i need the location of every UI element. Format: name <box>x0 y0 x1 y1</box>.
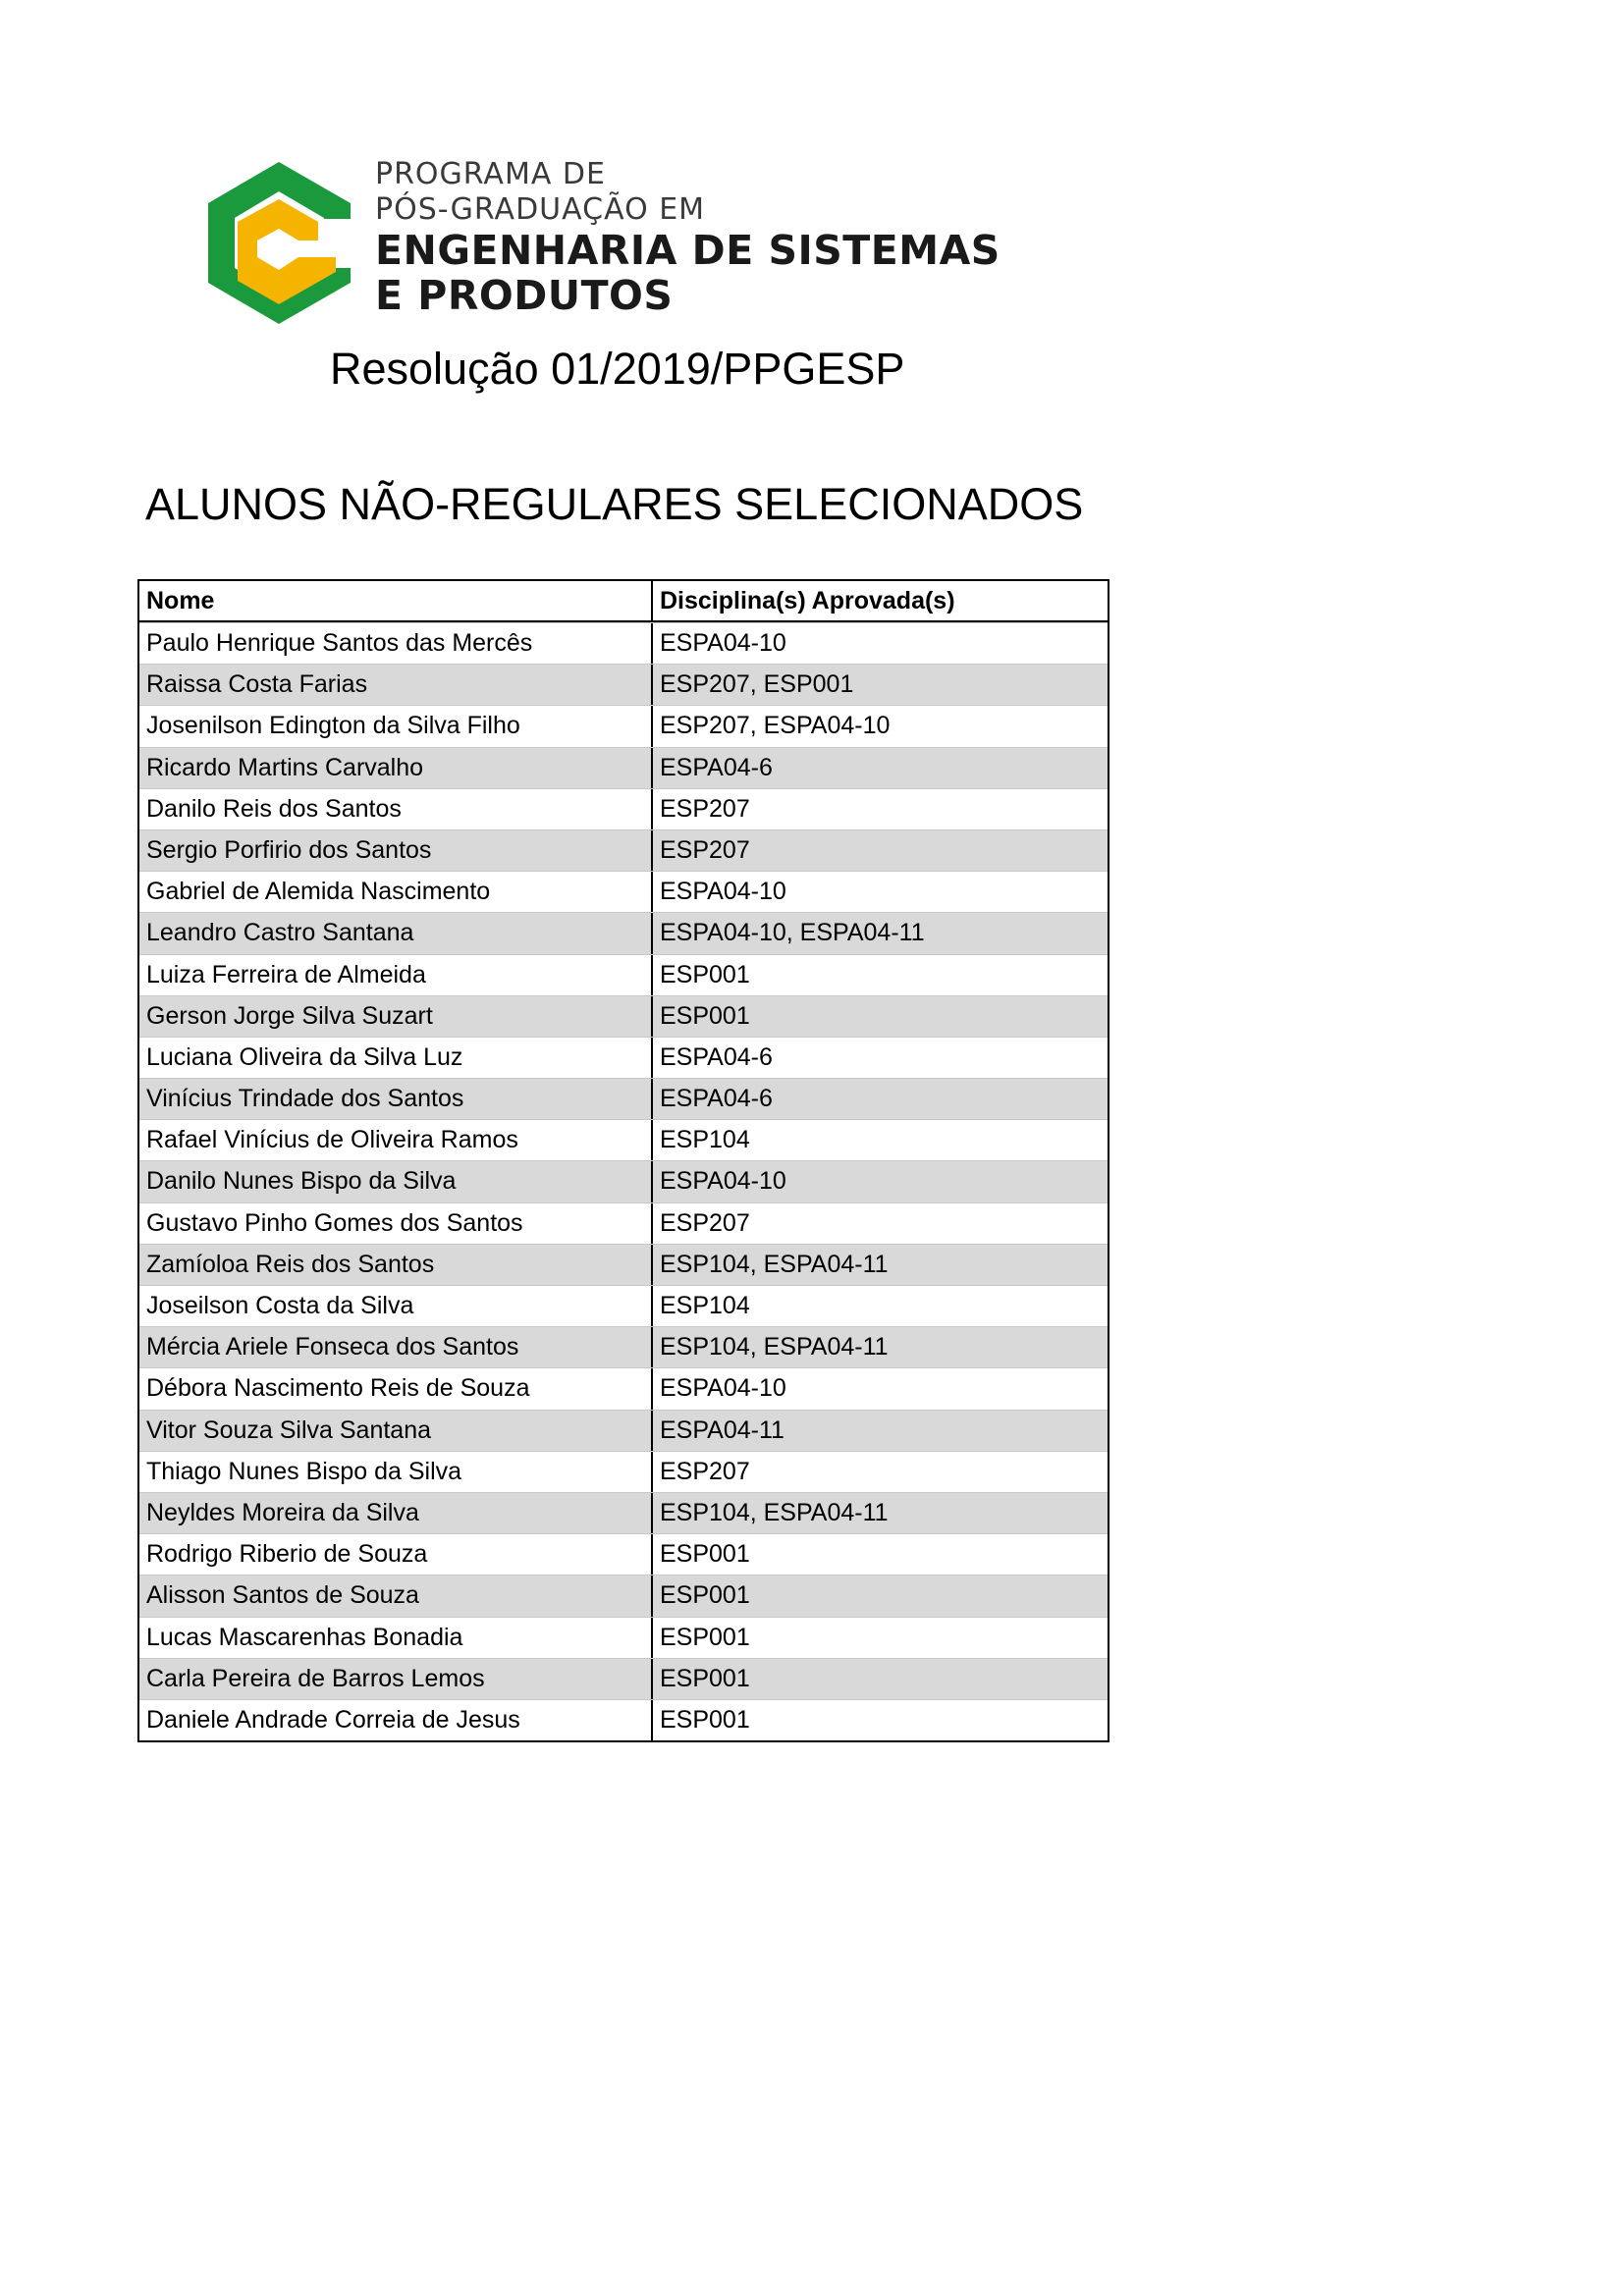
table-row <box>139 1658 1108 1699</box>
table-row <box>139 1699 1108 1740</box>
student-name-cell: Neyldes Moreira da Silva <box>139 1493 653 1533</box>
student-name-cell: Sergio Porfirio dos Santos <box>139 830 653 871</box>
logo-line-4: E PRODUTOS <box>375 272 674 319</box>
student-name-cell: Lucas Mascarenhas Bonadia <box>139 1618 653 1658</box>
student-name-cell: Vitor Souza Silva Santana <box>139 1411 653 1451</box>
table-row <box>139 1451 1108 1492</box>
logo-line-1: PROGRAMA DE <box>375 157 606 191</box>
student-name-cell: Gerson Jorge Silva Suzart <box>139 996 653 1037</box>
student-name-cell: Alisson Santos de Souza <box>139 1575 653 1616</box>
table-row <box>139 705 1108 746</box>
student-name-cell: Vinícius Trindade dos Santos <box>139 1079 653 1119</box>
table-row <box>139 747 1108 788</box>
table-row <box>139 871 1108 912</box>
disciplines-cell: ESP104, ESPA04-11 <box>660 1333 889 1362</box>
logo-line-3: ENGENHARIA DE SISTEMAS <box>375 227 1001 274</box>
student-name-cell: Débora Nascimento Reis de Souza <box>139 1368 653 1409</box>
table-row <box>139 622 1108 664</box>
student-name-cell: Carla Pereira de Barros Lemos <box>139 1659 653 1699</box>
disciplines-cell: ESP207, ESP001 <box>660 670 854 699</box>
student-name-cell: Leandro Castro Santana <box>139 913 653 953</box>
disciplines-cell: ESP001 <box>660 960 750 988</box>
disciplines-cell: ESP104 <box>660 1126 750 1154</box>
table-row <box>139 954 1108 995</box>
table-row <box>139 1202 1108 1244</box>
student-name-cell: Raissa Costa Farias <box>139 665 653 705</box>
table-row <box>139 1410 1108 1451</box>
table-row <box>139 1533 1108 1575</box>
disciplines-cell: ESPA04-10 <box>660 878 786 906</box>
disciplines-cell: ESP001 <box>660 1705 750 1734</box>
disciplines-cell: ESP207, ESPA04-10 <box>660 712 891 740</box>
disciplines-cell: ESPA04-10 <box>660 629 786 657</box>
student-name-cell: Josenilson Edington da Silva Filho <box>139 706 653 746</box>
table-row <box>139 1617 1108 1658</box>
disciplines-cell: ESP207 <box>660 794 750 823</box>
table-row <box>139 912 1108 953</box>
table-row <box>139 788 1108 829</box>
student-name-cell: Danilo Reis dos Santos <box>139 789 653 829</box>
table-row <box>139 1160 1108 1201</box>
disciplines-cell: ESP207 <box>660 1208 750 1237</box>
student-name-cell: Gabriel de Alemida Nascimento <box>139 872 653 912</box>
table-row <box>139 1119 1108 1160</box>
disciplines-cell: ESP001 <box>660 1623 750 1651</box>
table-header-row <box>139 581 1108 622</box>
table-row <box>139 664 1108 705</box>
disciplines-cell: ESP001 <box>660 1540 750 1569</box>
disciplines-cell: ESPA04-6 <box>660 753 773 781</box>
table-row <box>139 1078 1108 1119</box>
disciplines-cell: ESP207 <box>660 835 750 864</box>
student-name-cell: Joseilson Costa da Silva <box>139 1286 653 1326</box>
logo-line-2: PÓS-GRADUAÇÃO EM <box>375 192 706 227</box>
table-row <box>139 995 1108 1037</box>
ppgesp-logo-mark-icon <box>208 162 351 324</box>
table-row <box>139 1037 1108 1078</box>
student-name-cell: Paulo Henrique Santos das Mercês <box>139 623 653 664</box>
disciplines-cell: ESPA04-10 <box>660 1167 786 1196</box>
disciplines-cell: ESP104, ESPA04-11 <box>660 1250 889 1278</box>
table-row <box>139 829 1108 871</box>
disciplines-cell: ESPA04-6 <box>660 1042 773 1071</box>
disciplines-cell: ESPA04-6 <box>660 1085 773 1113</box>
student-name-cell: Zamíoloa Reis dos Santos <box>139 1245 653 1285</box>
student-name-cell: Luiza Ferreira de Almeida <box>139 955 653 995</box>
table-row <box>139 1244 1108 1285</box>
student-name-cell: Rodrigo Riberio de Souza <box>139 1534 653 1575</box>
header-name: Nome <box>139 581 653 620</box>
table-row <box>139 1326 1108 1367</box>
disciplines-cell: ESPA04-10, ESPA04-11 <box>660 919 925 947</box>
disciplines-cell: ESPA04-10 <box>660 1374 786 1403</box>
student-name-cell: Danilo Nunes Bispo da Silva <box>139 1161 653 1201</box>
student-name-cell: Luciana Oliveira da Silva Luz <box>139 1038 653 1078</box>
disciplines-cell: ESP207 <box>660 1457 750 1485</box>
table-row <box>139 1367 1108 1409</box>
disciplines-cell: ESPA04-11 <box>660 1415 784 1444</box>
header-disciplines: Disciplina(s) Aprovada(s) <box>660 587 955 614</box>
student-name-cell: Thiago Nunes Bispo da Silva <box>139 1452 653 1492</box>
table-row <box>139 1285 1108 1326</box>
student-name-cell: Gustavo Pinho Gomes dos Santos <box>139 1203 653 1244</box>
student-name-cell: Rafael Vinícius de Oliveira Ramos <box>139 1120 653 1160</box>
table-row <box>139 1575 1108 1616</box>
disciplines-cell: ESP104, ESPA04-11 <box>660 1498 889 1526</box>
disciplines-cell: ESP001 <box>660 1581 750 1610</box>
table-row <box>139 1492 1108 1533</box>
student-name-cell: Mércia Ariele Fonseca dos Santos <box>139 1327 653 1367</box>
disciplines-cell: ESP001 <box>660 1001 750 1030</box>
table-body <box>139 622 1108 1740</box>
resolution-title: Resolução 01/2019/PPGESP <box>330 344 905 394</box>
disciplines-cell: ESP104 <box>660 1292 750 1319</box>
selected-students-table <box>137 579 1109 1742</box>
student-name-cell: Daniele Andrade Correia de Jesus <box>139 1700 653 1740</box>
disciplines-cell: ESP001 <box>660 1664 750 1692</box>
student-name-cell: Ricardo Martins Carvalho <box>139 748 653 788</box>
page-heading: ALUNOS NÃO-REGULARES SELECIONADOS <box>145 479 1084 529</box>
logo-wordmark <box>375 157 1043 318</box>
program-logo <box>208 157 1033 324</box>
